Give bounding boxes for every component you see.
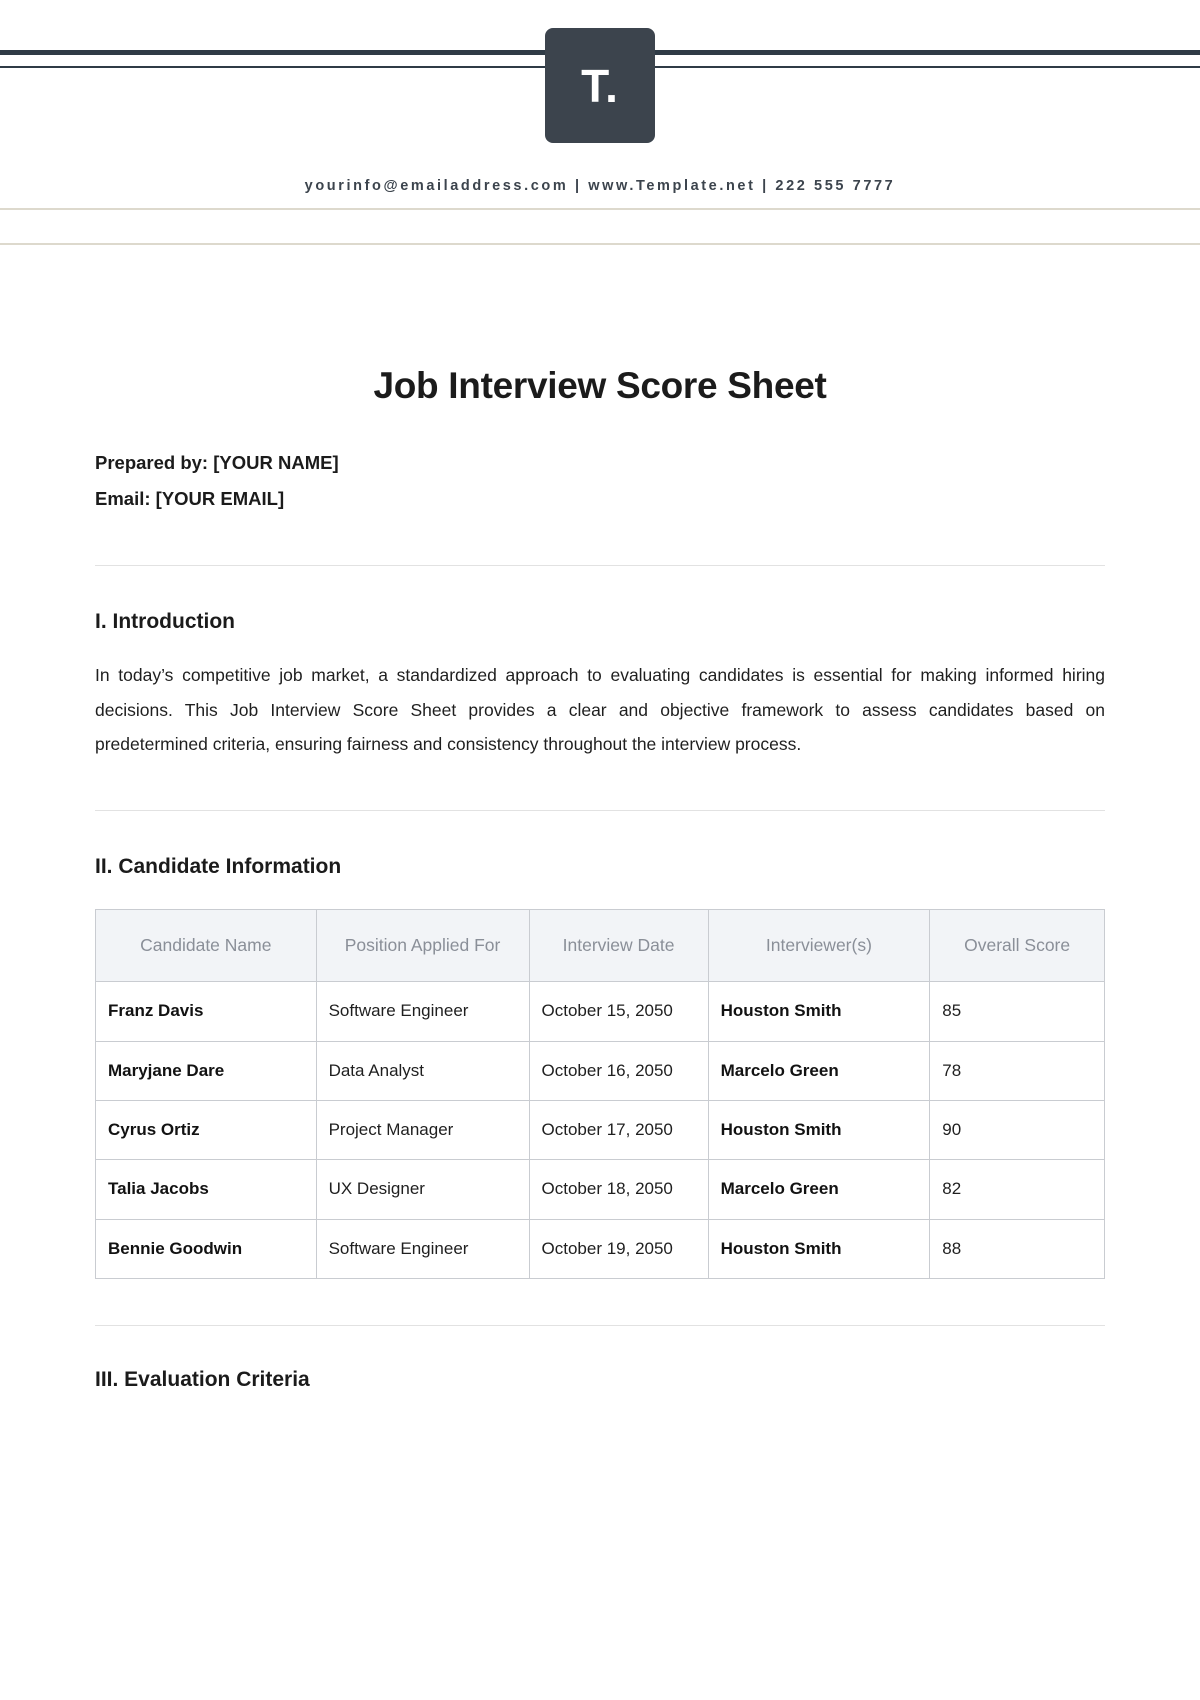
cell-interviewer: Houston Smith [708, 982, 930, 1041]
page-title: Job Interview Score Sheet [373, 365, 827, 406]
column-header-overall-score: Overall Score [930, 910, 1105, 982]
introduction-paragraph: In today’s competitive job market, a standardized approach to evaluating candidates is essential for making informed hiring decisions. This Job Interview Score Sheet provides a clear and objective framework to assess candidates based on predetermined criteria, ensuring fairness and consistency throughout the interview process. [95, 665, 1105, 755]
header-beige-rule-bottom [0, 243, 1200, 245]
cell-candidate-name: Maryjane Dare [96, 1041, 317, 1100]
cell-candidate-name: Bennie Goodwin [96, 1219, 317, 1278]
cell-interviewer: Houston Smith [708, 1100, 930, 1159]
column-header-interviewers: Interviewer(s) [708, 910, 930, 982]
cell-position: Software Engineer [316, 982, 529, 1041]
cell-date: October 19, 2050 [529, 1219, 708, 1278]
cell-date: October 17, 2050 [529, 1100, 708, 1159]
cell-interviewer: Houston Smith [708, 1219, 930, 1278]
table-row [96, 1219, 1105, 1278]
cell-score: 85 [930, 982, 1105, 1041]
section-heading-evaluation-criteria: III. Evaluation Criteria [95, 1367, 310, 1391]
table-header [96, 910, 1105, 982]
cell-date: October 15, 2050 [529, 982, 708, 1041]
table-row [96, 982, 1105, 1041]
cell-score: 90 [930, 1100, 1105, 1159]
header-beige-rule-top [0, 208, 1200, 210]
candidate-information-table [95, 909, 1105, 1279]
cell-candidate-name: Talia Jacobs [96, 1160, 317, 1219]
cell-interviewer: Marcelo Green [708, 1041, 930, 1100]
section-divider-3 [95, 1325, 1105, 1326]
prepared-by-line: Prepared by: [YOUR NAME] [95, 452, 339, 473]
section-heading-candidate-information: II. Candidate Information [95, 855, 342, 879]
table-row [96, 1160, 1105, 1219]
column-header-position-applied-for: Position Applied For [316, 910, 529, 982]
cell-position: Software Engineer [316, 1219, 529, 1278]
cell-position: Project Manager [316, 1100, 529, 1159]
document-content [0, 365, 1200, 1392]
table-header-row [96, 910, 1105, 982]
header-contact-line: yourinfo@emailaddress.com | www.Template.net | 222 555 7777 [304, 178, 896, 194]
section-heading-introduction: I. Introduction [95, 610, 235, 634]
cell-position: UX Designer [316, 1160, 529, 1219]
cell-interviewer: Marcelo Green [708, 1160, 930, 1219]
cell-score: 78 [930, 1041, 1105, 1100]
cell-date: October 16, 2050 [529, 1041, 708, 1100]
cell-score: 88 [930, 1219, 1105, 1278]
template-logo-icon [545, 28, 655, 143]
cell-candidate-name: Franz Davis [96, 982, 317, 1041]
email-line: Email: [YOUR EMAIL] [95, 488, 285, 510]
section-divider-2 [95, 810, 1105, 811]
logo-text: T. [581, 59, 619, 112]
cell-candidate-name: Cyrus Ortiz [96, 1100, 317, 1159]
table-row [96, 1100, 1105, 1159]
section-divider-1 [95, 565, 1105, 566]
cell-score: 82 [930, 1160, 1105, 1219]
document-meta [95, 445, 1105, 517]
column-header-interview-date: Interview Date [529, 910, 708, 982]
cell-position: Data Analyst [316, 1041, 529, 1100]
table-row [96, 1041, 1105, 1100]
cell-date: October 18, 2050 [529, 1160, 708, 1219]
document-header [0, 0, 1200, 250]
column-header-candidate-name: Candidate Name [96, 910, 317, 982]
table-body [96, 982, 1105, 1279]
